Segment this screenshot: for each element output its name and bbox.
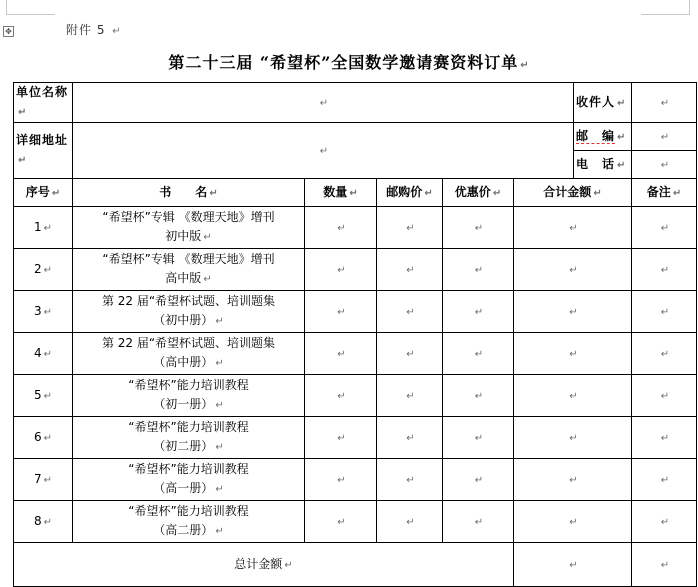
address-field[interactable]: ↵ — [73, 123, 574, 179]
row-index: 4 ↵ — [14, 333, 73, 375]
subtotal-cell[interactable]: ↵ — [514, 375, 632, 417]
row-index: 7 ↵ — [14, 459, 73, 501]
mail-price-cell[interactable]: ↵ — [377, 501, 443, 543]
table-row — [14, 501, 697, 543]
row-book-title: “希望杯”能力培训教程 （初一册） ↵ — [73, 375, 305, 417]
row-book-title: 第 22 届“希望杯试题、培训题集 （初中册） ↵ — [73, 291, 305, 333]
column-header-discount-price: 优惠价 ↵ — [443, 179, 514, 207]
discount-price-cell[interactable]: ↵ — [443, 501, 514, 543]
row-book-title: “希望杯”专辑 《数理天地》增刊 初中版 ↵ — [73, 207, 305, 249]
row-book-title: “希望杯”专辑 《数理天地》增刊 高中版 ↵ — [73, 249, 305, 291]
discount-price-cell[interactable]: ↵ — [443, 375, 514, 417]
info-row-address-postcode — [14, 123, 697, 151]
row-index: 6 ↵ — [14, 417, 73, 459]
table-move-handle-icon[interactable]: ✥ — [3, 26, 14, 37]
quantity-cell[interactable]: ↵ — [305, 249, 377, 291]
recipient-label: 收件人 ↵ — [574, 83, 632, 123]
quantity-cell[interactable]: ↵ — [305, 501, 377, 543]
total-amount-cell[interactable]: ↵ — [514, 543, 632, 587]
subtotal-cell[interactable]: ↵ — [514, 333, 632, 375]
mail-price-cell[interactable]: ↵ — [377, 291, 443, 333]
table-row — [14, 249, 697, 291]
postcode-field[interactable]: ↵ — [632, 123, 697, 151]
postcode-label: 邮 编 ↵ — [574, 123, 632, 151]
unit-name-field[interactable]: ↵ — [73, 83, 574, 123]
document-title-text: 第二十三届 “希望杯”全国数学邀请赛资料订单 — [168, 53, 519, 72]
table-row — [14, 207, 697, 249]
mail-price-cell[interactable]: ↵ — [377, 249, 443, 291]
remark-cell[interactable]: ↵ — [632, 291, 697, 333]
total-amount-label: 总计金额 ↵ — [14, 543, 514, 587]
row-index: 8 ↵ — [14, 501, 73, 543]
mail-price-cell[interactable]: ↵ — [377, 375, 443, 417]
remark-cell[interactable]: ↵ — [632, 333, 697, 375]
quantity-cell[interactable]: ↵ — [305, 333, 377, 375]
quantity-cell[interactable]: ↵ — [305, 207, 377, 249]
row-index: 5 ↵ — [14, 375, 73, 417]
column-header-quantity: 数量 ↵ — [305, 179, 377, 207]
unit-name-label: 单位名称↵ — [14, 83, 73, 123]
remark-cell[interactable]: ↵ — [632, 417, 697, 459]
subtotal-cell[interactable]: ↵ — [514, 291, 632, 333]
column-header-book: 书 名 ↵ — [73, 179, 305, 207]
row-index: 3 ↵ — [14, 291, 73, 333]
mail-price-cell[interactable]: ↵ — [377, 459, 443, 501]
table-row — [14, 459, 697, 501]
remark-cell[interactable]: ↵ — [632, 501, 697, 543]
row-book-title: “希望杯”能力培训教程 （初二册） ↵ — [73, 417, 305, 459]
quantity-cell[interactable]: ↵ — [305, 417, 377, 459]
subtotal-cell[interactable]: ↵ — [514, 417, 632, 459]
discount-price-cell[interactable]: ↵ — [443, 291, 514, 333]
document-title — [0, 50, 698, 73]
discount-price-cell[interactable]: ↵ — [443, 333, 514, 375]
table-row — [14, 375, 697, 417]
table-row — [14, 291, 697, 333]
quantity-cell[interactable]: ↵ — [305, 291, 377, 333]
attachment-label — [66, 21, 122, 38]
phone-label: 电 话 ↵ — [574, 151, 632, 179]
remark-cell[interactable]: ↵ — [632, 459, 697, 501]
quantity-cell[interactable]: ↵ — [305, 375, 377, 417]
total-row — [14, 543, 697, 587]
mail-price-cell[interactable]: ↵ — [377, 333, 443, 375]
row-index: 1 ↵ — [14, 207, 73, 249]
recipient-field[interactable]: ↵ — [632, 83, 697, 123]
discount-price-cell[interactable]: ↵ — [443, 249, 514, 291]
column-header-subtotal: 合计金额 ↵ — [514, 179, 632, 207]
paragraph-mark-icon: ↵ — [112, 26, 122, 37]
subtotal-cell[interactable]: ↵ — [514, 207, 632, 249]
discount-price-cell[interactable]: ↵ — [443, 459, 514, 501]
mail-price-cell[interactable]: ↵ — [377, 417, 443, 459]
mail-price-cell[interactable]: ↵ — [377, 207, 443, 249]
attachment-text: 附件 5 — [66, 23, 106, 37]
subtotal-cell[interactable]: ↵ — [514, 249, 632, 291]
phone-field[interactable]: ↵ — [632, 151, 697, 179]
subtotal-cell[interactable]: ↵ — [514, 501, 632, 543]
subtotal-cell[interactable]: ↵ — [514, 459, 632, 501]
row-book-title: “希望杯”能力培训教程 （高二册） ↵ — [73, 501, 305, 543]
quantity-cell[interactable]: ↵ — [305, 459, 377, 501]
page-corner-mark-left — [6, 0, 55, 15]
total-remark-cell[interactable]: ↵ — [632, 543, 697, 587]
info-row-unit — [14, 83, 697, 123]
discount-price-cell[interactable]: ↵ — [443, 207, 514, 249]
row-index: 2 ↵ — [14, 249, 73, 291]
row-book-title: 第 22 届“希望杯试题、培训题集 （高中册） ↵ — [73, 333, 305, 375]
page-corner-mark-right — [641, 0, 690, 15]
table-row — [14, 333, 697, 375]
remark-cell[interactable]: ↵ — [632, 207, 697, 249]
row-book-title: “希望杯”能力培训教程 （高一册） ↵ — [73, 459, 305, 501]
table-row — [14, 417, 697, 459]
discount-price-cell[interactable]: ↵ — [443, 417, 514, 459]
column-header-index: 序号 ↵ — [14, 179, 73, 207]
remark-cell[interactable]: ↵ — [632, 375, 697, 417]
column-header-row — [14, 179, 697, 207]
remark-cell[interactable]: ↵ — [632, 249, 697, 291]
paragraph-mark-icon: ↵ — [520, 60, 530, 71]
column-header-mail-price: 邮购价 ↵ — [377, 179, 443, 207]
address-label: 详细地址↵ — [14, 123, 73, 179]
column-header-remark: 备注 ↵ — [632, 179, 697, 207]
order-form-table — [13, 82, 697, 587]
